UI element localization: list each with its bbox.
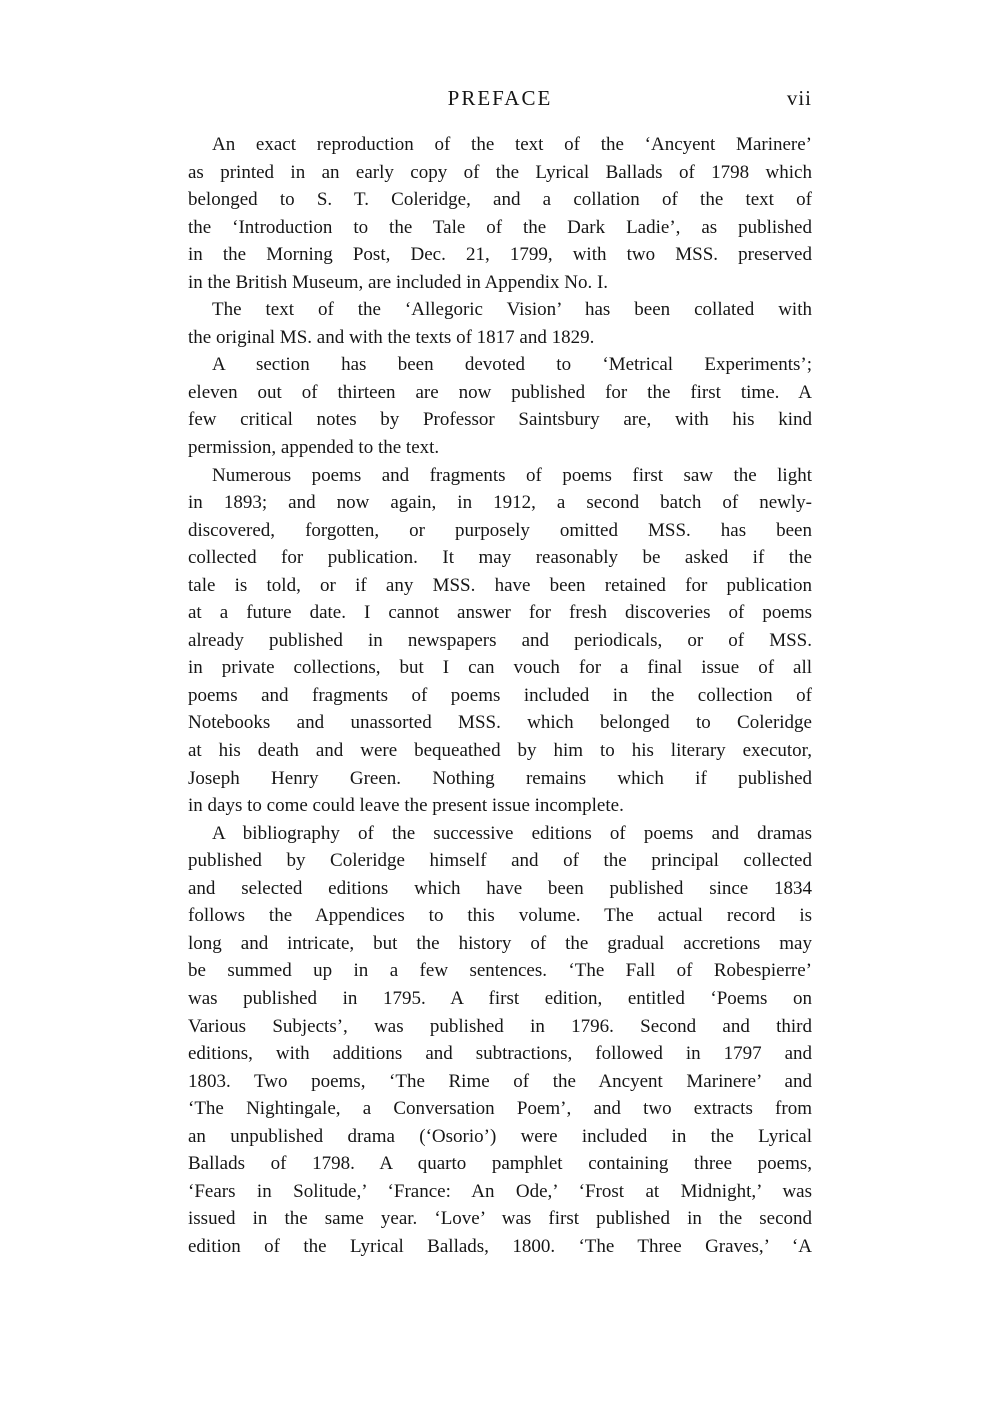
running-title: PREFACE bbox=[447, 86, 553, 110]
text-line: at his death and were bequeathed by him to his literary executor, bbox=[188, 740, 812, 762]
text-line: A section has been devoted to ‘Metrical Experiments’; bbox=[212, 354, 812, 376]
running-head bbox=[188, 86, 812, 116]
text-line: in the Morning Post, Dec. 21, 1799, with two MSS. preserved bbox=[188, 244, 812, 266]
text-line: in days to come could leave the present issue incomplete. bbox=[188, 795, 624, 817]
text-line: in 1893; and now again, in 1912, a second batch of newly- bbox=[188, 492, 812, 514]
text-line: follows the Appendices to this volume. The actual record is bbox=[188, 905, 812, 927]
text-line: the original MS. and with the texts of 1817 and 1829. bbox=[188, 326, 595, 348]
text-line: few critical notes by Professor Saintsbury are, with his kind bbox=[188, 409, 812, 431]
text-line: was published in 1795. A first edition, entitled ‘Poems on bbox=[188, 987, 812, 1009]
text-line: An exact reproduction of the text of the ‘Ancyent Marinere’ bbox=[212, 134, 812, 155]
text-line: The text of the ‘Allegoric Vision’ has been collated with bbox=[212, 299, 812, 321]
text-line: A bibliography of the successive editions of poems and dramas bbox=[212, 822, 812, 844]
text-line: and selected editions which have been published since 1834 bbox=[188, 877, 812, 899]
text-line: 1803. Two poems, ‘The Rime of the Ancyent Marinere’ and bbox=[188, 1070, 812, 1092]
text-line: already published in newspapers and periodicals, or of MSS. bbox=[188, 629, 812, 651]
text-line: at a future date. I cannot answer for fresh discoveries of poems bbox=[188, 602, 812, 624]
text-line: Numerous poems and fragments of poems first saw the light bbox=[212, 464, 812, 486]
text-line: issued in the same year. ‘Love’ was first published in the second bbox=[188, 1208, 812, 1230]
text-line: an unpublished drama (‘Osorio’) were included in the Lyrical bbox=[188, 1125, 812, 1147]
text-line: Notebooks and unassorted MSS. which belonged to Coleridge bbox=[188, 712, 812, 734]
text-line: permission, appended to the text. bbox=[188, 437, 440, 459]
text-line: collected for publication. It may reasonably be asked if the bbox=[188, 547, 812, 569]
text-line: eleven out of thirteen are now published for the first time. A bbox=[188, 381, 812, 403]
page-number: vii bbox=[786, 86, 812, 110]
text-line: discovered, forgotten, or purposely omitted MSS. has been bbox=[188, 519, 812, 541]
text-line: edition of the Lyrical Ballads, 1800. ‘The Three Graves,’ ‘A bbox=[188, 1235, 812, 1257]
text-line: published by Coleridge himself and of the principal collected bbox=[188, 850, 812, 872]
text-line: tale is told, or if any MSS. have been retained for publication bbox=[188, 574, 812, 596]
text-line: Various Subjects’, was published in 1796. Second and third bbox=[188, 1015, 812, 1037]
text-line: Ballads of 1798. A quarto pamphlet containing three poems, bbox=[188, 1153, 812, 1175]
text-line: the ‘Introduction to the Tale of the Dark Ladie’, as published bbox=[188, 216, 812, 238]
text-line: in private collections, but I can vouch for a final issue of all bbox=[188, 657, 812, 679]
text-line: in the British Museum, are included in Appendix No. I. bbox=[188, 271, 609, 293]
text-line: Joseph Henry Green. Nothing remains which if published bbox=[188, 767, 812, 789]
text-line: be summed up in a few sentences. ‘The Fall of Robespierre’ bbox=[188, 960, 812, 982]
body-text bbox=[188, 131, 812, 1260]
text-line: ‘The Nightingale, a Conversation Poem’, and two extracts from bbox=[188, 1098, 812, 1120]
text-line: editions, with additions and subtractions, followed in 1797 and bbox=[188, 1043, 812, 1065]
text-line: ‘Fears in Solitude,’ ‘France: An Ode,’ ‘Frost at Midnight,’ was bbox=[188, 1180, 812, 1202]
text-line: poems and fragments of poems included in the collection of bbox=[188, 684, 812, 706]
text-line: belonged to S. T. Coleridge, and a collation of the text of bbox=[188, 189, 812, 211]
text-line: as printed in an early copy of the Lyrical Ballads of 1798 which bbox=[188, 161, 812, 183]
text-line: long and intricate, but the history of the gradual accretions may bbox=[188, 932, 812, 954]
